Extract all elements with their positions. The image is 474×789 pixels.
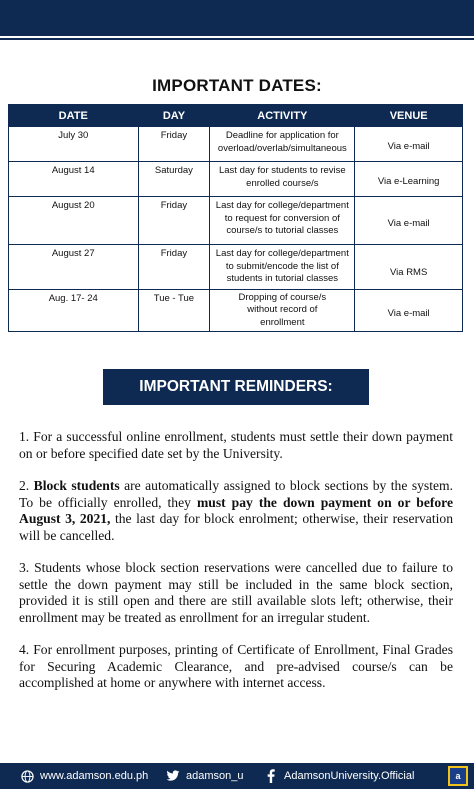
date-cell: Aug. 17- 24 — [9, 289, 139, 332]
header-date: DATE — [9, 105, 139, 127]
table-row — [9, 245, 463, 290]
header-day: DAY — [138, 105, 210, 127]
reminder-1: 1. For a successful online enrollment, students must settle their down payment on or before specified date set by the University. — [19, 429, 453, 461]
venue-cell: Via RMS — [355, 245, 463, 290]
reminder-2-text: are automatically assigned to block sections by the system. To be officially enrolled, they — [19, 478, 453, 510]
important-reminders-title: IMPORTANT REMINDERS: — [103, 369, 369, 405]
important-dates-title: IMPORTANT DATES: — [152, 76, 322, 95]
activity-cell: Last day for students to revise enrolled course/s — [210, 162, 355, 197]
facebook-page[interactable]: AdamsonUniversity.Official — [284, 770, 415, 782]
reminder-2-text-end: the last day for block enrolment; otherwise, their reservation will be cancelled. — [19, 511, 453, 543]
reminder-4: 4. For enrollment purposes, printing of Certificate of Enrollment, Final Grades for Securing Academic Clearance, and pre-advised course/s can be accomplished at home or anywhere with internet access. — [19, 642, 453, 690]
reminder-3: 3. Students whose block section reservations were cancelled due to failure to settle the down payment may still be included in the same block section, provided it is still open and there are still available slots left; otherwise, their enrollment may be treated as enrollment for an irregular student. — [19, 560, 453, 625]
venue-cell: Via e-mail — [355, 127, 463, 162]
day-cell: Friday — [138, 245, 210, 290]
globe-icon — [20, 769, 34, 783]
table-row — [9, 162, 463, 197]
activity-cell: Last day for college/department to request for conversion of course/s to tutorial classes — [210, 197, 355, 245]
important-dates-table — [8, 104, 463, 332]
day-cell: Tue - Tue — [138, 289, 210, 332]
twitter-bird-icon — [166, 769, 180, 783]
activity-cell: Last day for college/department to submit/encode the list of students in tutorial classes — [210, 245, 355, 290]
facebook-f-icon — [264, 769, 278, 783]
header-divider — [0, 38, 474, 40]
day-cell: Friday — [138, 197, 210, 245]
date-cell: July 30 — [9, 127, 139, 162]
reminders-list — [19, 429, 453, 708]
date-cell: August 20 — [9, 197, 139, 245]
adamson-logo — [448, 766, 468, 786]
date-cell: August 27 — [9, 245, 139, 290]
website-link[interactable]: www.adamson.edu.ph — [40, 770, 149, 782]
reminder-2-number: 2. — [19, 478, 34, 493]
logo-mark: a — [450, 768, 466, 784]
table-header-row — [9, 105, 463, 127]
table-row — [9, 197, 463, 245]
date-cell: August 14 — [9, 162, 139, 197]
day-cell: Saturday — [138, 162, 210, 197]
footer-twitter[interactable] — [166, 769, 244, 783]
footer-website[interactable] — [20, 769, 148, 783]
header-venue: VENUE — [355, 105, 463, 127]
venue-cell: Via e-mail — [355, 197, 463, 245]
activity-cell: Dropping of course/s without record of enrollment — [210, 289, 355, 332]
twitter-handle[interactable]: adamson_u — [186, 770, 244, 782]
table-row — [9, 127, 463, 162]
reminder-2 — [19, 478, 453, 544]
venue-cell: Via e-Learning — [355, 162, 463, 197]
reminder-2-bold-block-students: Block students — [33, 478, 120, 493]
reminder-2-bold-deadline: must pay the down payment on or before August 3, 2021, — [19, 494, 454, 526]
day-cell: Friday — [138, 127, 210, 162]
header-band — [0, 0, 474, 36]
footer-facebook[interactable] — [264, 769, 414, 783]
footer-bar — [0, 763, 474, 789]
header-activity: ACTIVITY — [210, 105, 355, 127]
venue-cell: Via e-mail — [355, 289, 463, 332]
table-row — [9, 289, 463, 332]
activity-cell: Deadline for application for overload/overlab/simultaneous — [210, 127, 355, 162]
